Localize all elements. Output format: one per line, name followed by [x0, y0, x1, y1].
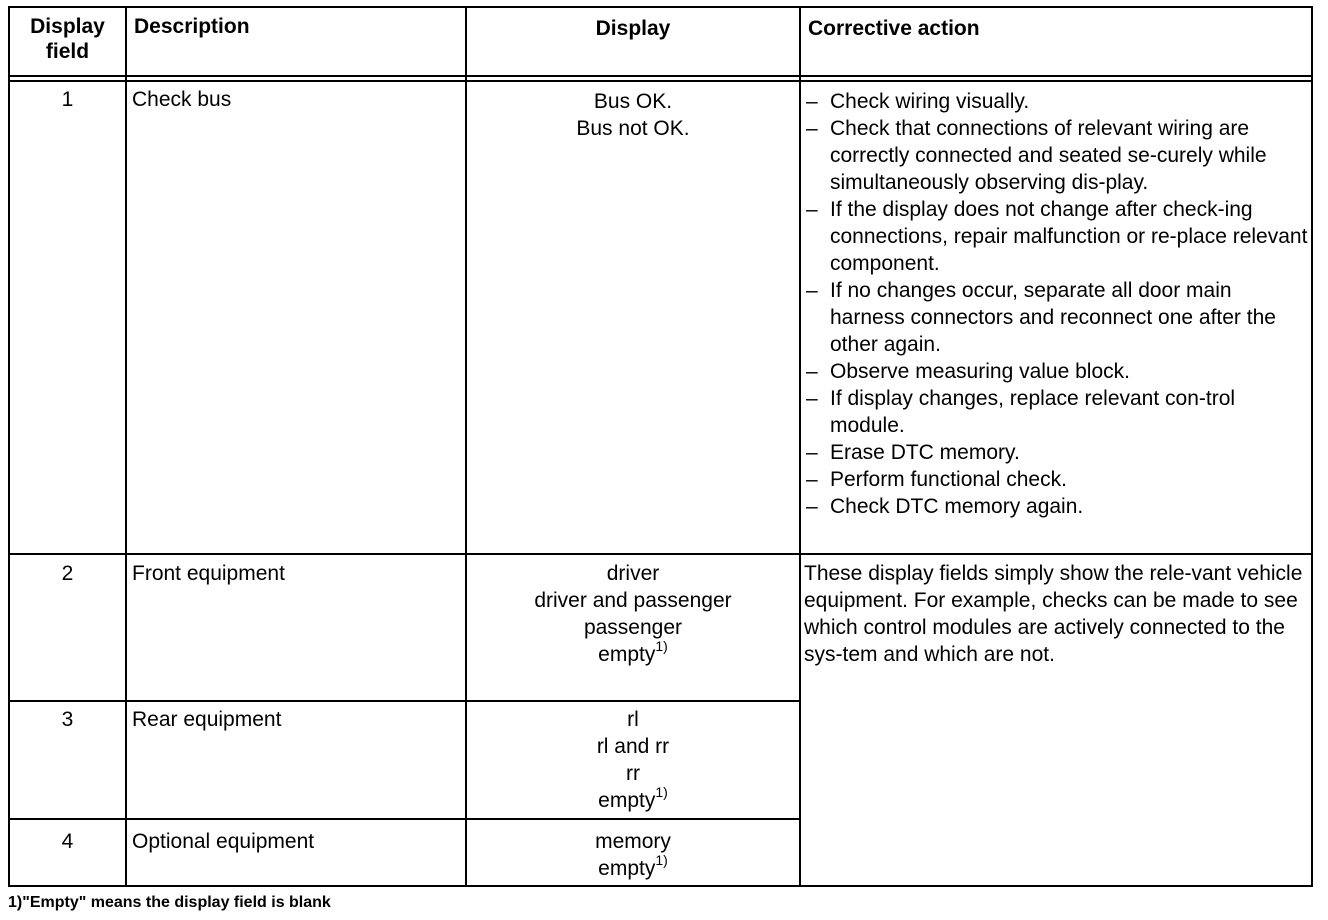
action-item: – If no changes occur, separate all door main harness connectors and reconnect one after the other again.: [804, 277, 1309, 358]
row4-field: 4: [61, 830, 74, 853]
row1-field: 1: [61, 88, 74, 111]
row2-display: driver driver and passenger passenger empty$^{1)}$: [534, 562, 732, 666]
action-item: – If display changes, replace relevant con-trol module.: [804, 385, 1309, 439]
row-divider: [10, 818, 801, 820]
row4-display: memory empty$^{1)}$: [595, 830, 671, 880]
column-divider: [799, 8, 801, 885]
header-divider: [10, 80, 1311, 82]
row4-description: Optional equipment: [132, 830, 315, 853]
action-item: – Check that connections of relevant wiring are correctly connected and seated se-curely while simultaneously observing dis-play.: [804, 115, 1309, 196]
row1-corrective-action: [804, 88, 1309, 520]
action-item: – Perform functional check.: [804, 466, 1309, 493]
row3-display: rl rl and rr rr empty$^{1)}$: [596, 708, 670, 812]
footnote: 1)"Empty" means the display field is blank: [8, 894, 331, 911]
row2-field: 2: [61, 562, 74, 585]
action-item: – If the display does not change after check-ing connections, repair malfunction or re-place relevant component.: [804, 196, 1309, 277]
row-divider: [10, 700, 801, 702]
action-item: – Check wiring visually.: [804, 88, 1309, 115]
action-item: – Erase DTC memory.: [804, 439, 1309, 466]
equipment-table: [8, 6, 1313, 887]
header-display: Display: [595, 17, 671, 40]
row1-description: Check bus: [132, 88, 232, 111]
action-item: – Check DTC memory again.: [804, 493, 1309, 520]
row2-description: Front equipment: [132, 562, 285, 585]
row-divider: [10, 553, 1311, 555]
header-corrective-action: Corrective action: [808, 17, 980, 40]
row1-display: Bus OK. Bus not OK.: [576, 90, 690, 140]
shared-corrective-action: These display fields simply show the rele-vant vehicle equipment. For example, checks can be made to see which control modules are actively connected to the sys-tem and which are not.: [804, 562, 1303, 666]
row3-description: Rear equipment: [132, 708, 282, 731]
header-display-field: Display field: [30, 15, 105, 63]
row3-field: 3: [61, 708, 74, 731]
header-divider: [10, 75, 1311, 77]
header-description: Description: [134, 15, 250, 38]
column-divider: [125, 8, 127, 885]
action-item: – Observe measuring value block.: [804, 358, 1309, 385]
